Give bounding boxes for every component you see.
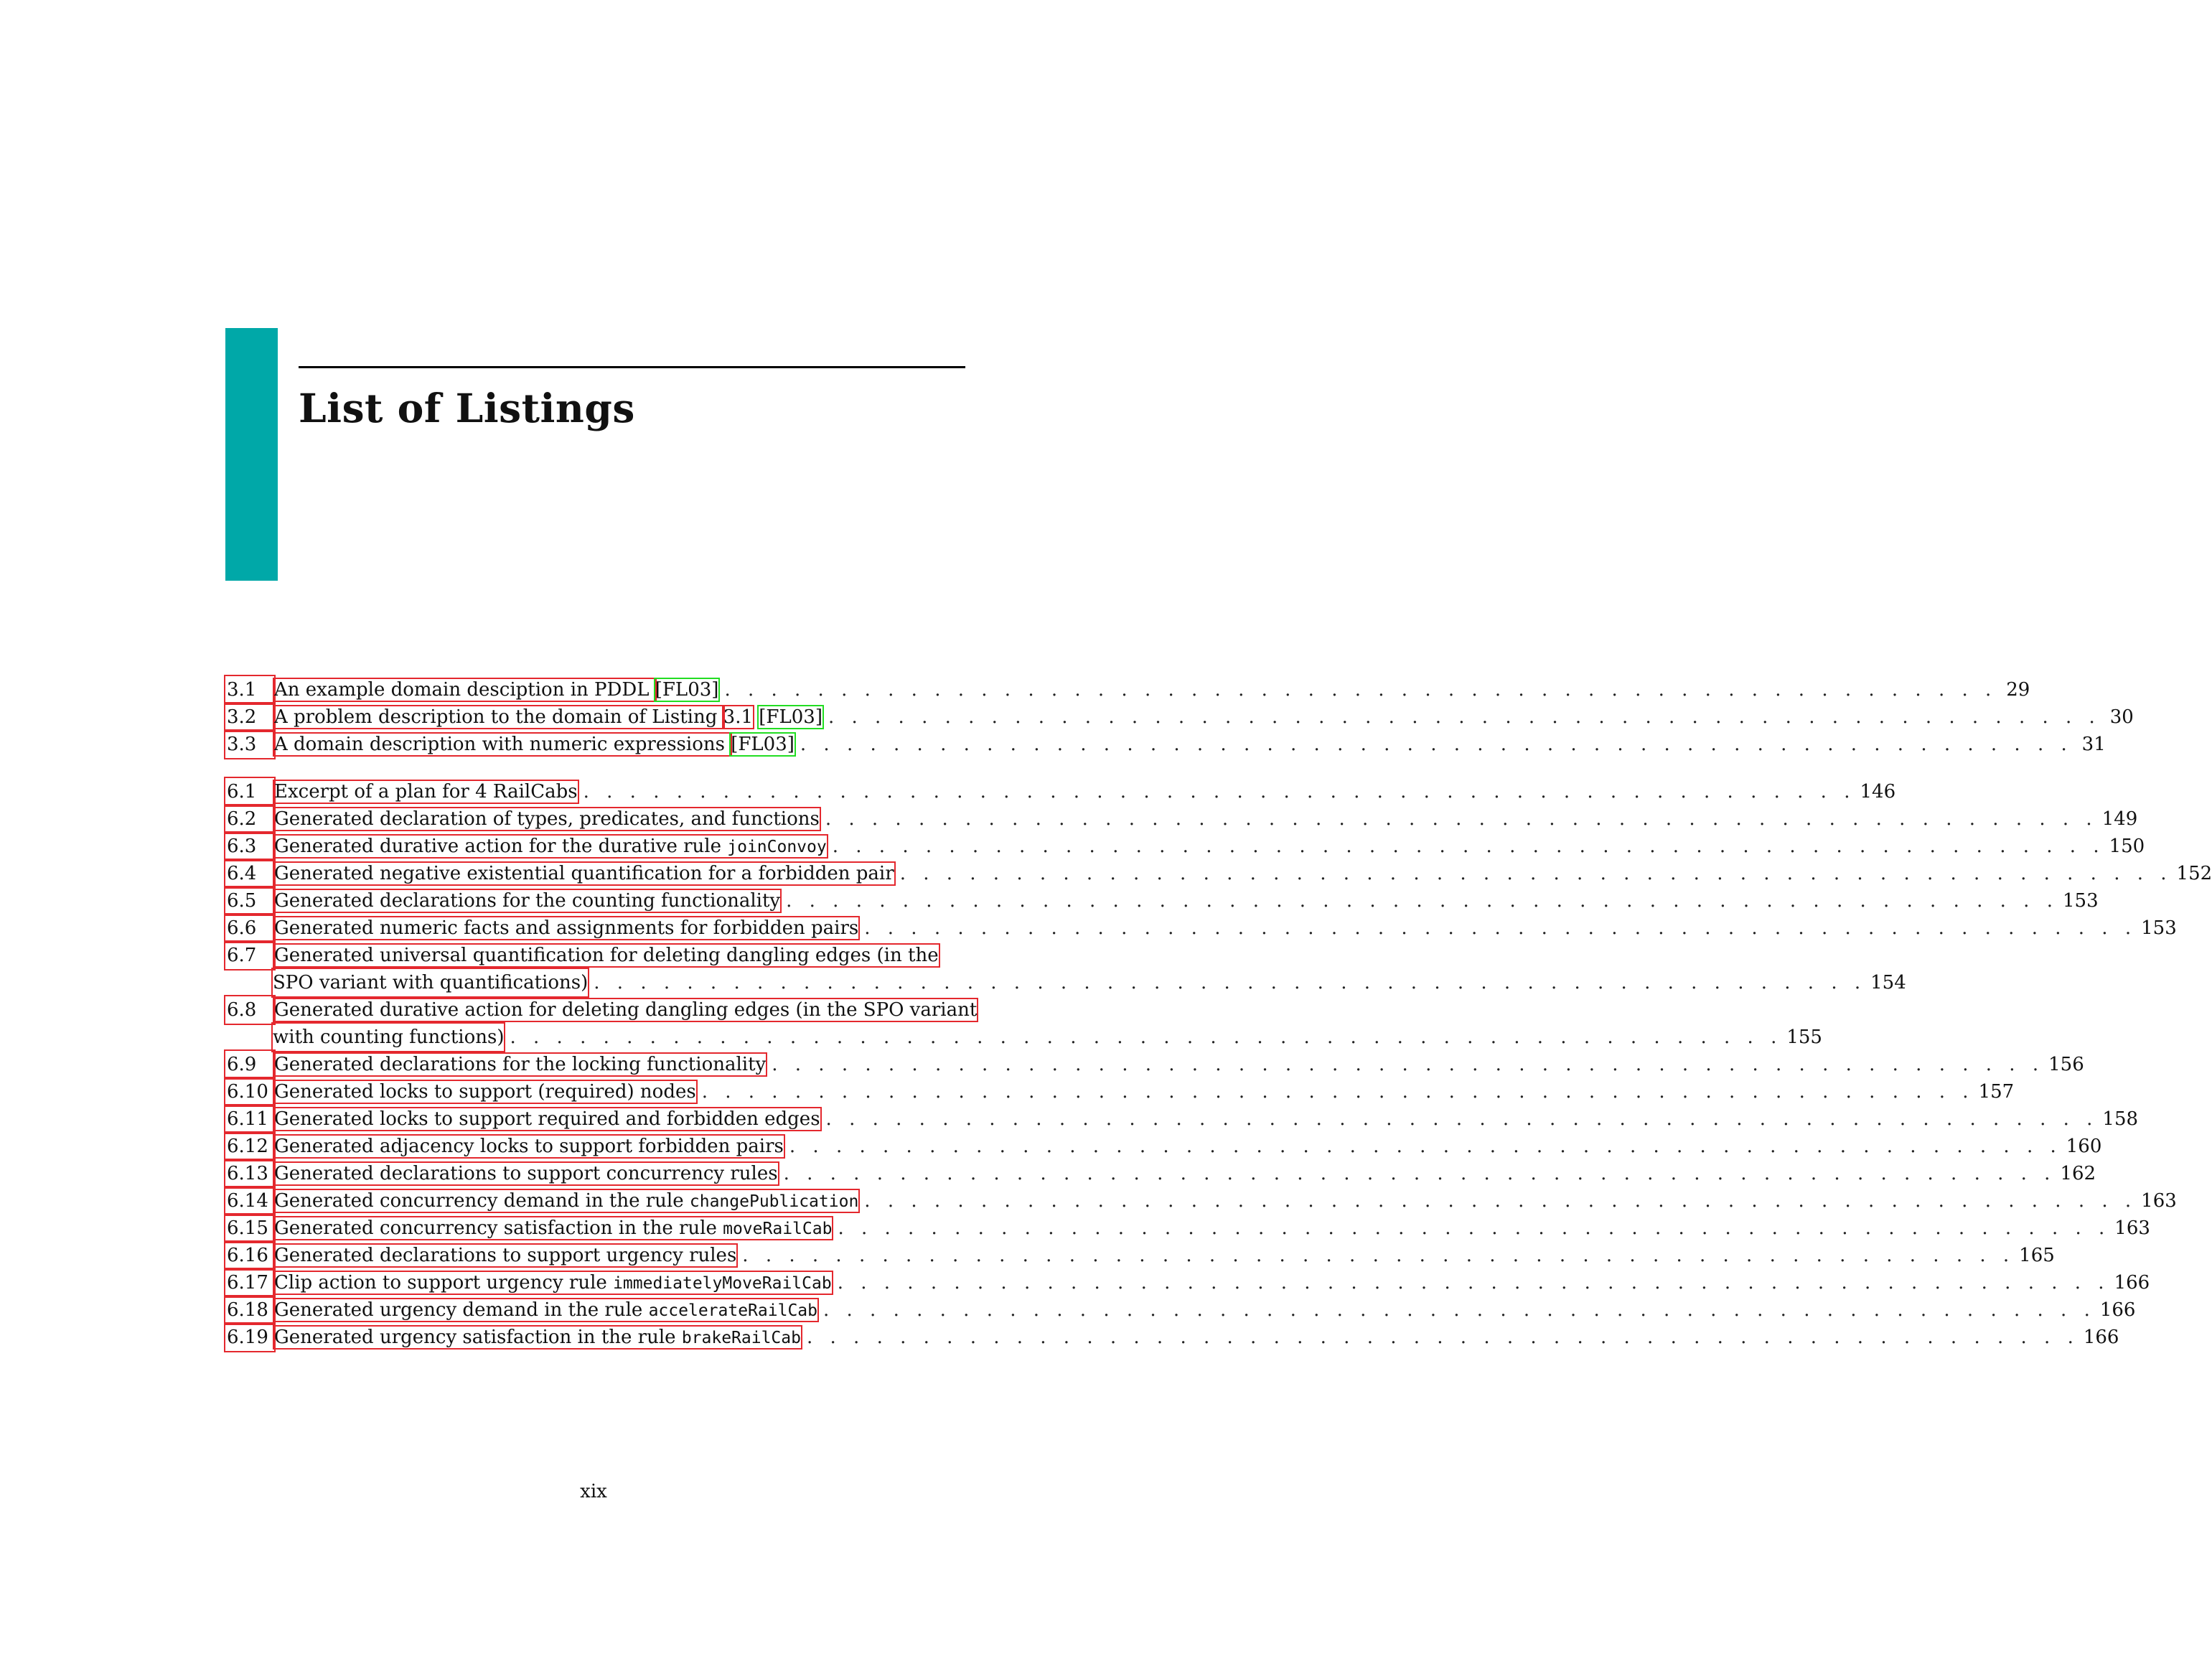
listing-entry[interactable]: [225, 1078, 2015, 1105]
listing-page-number: 31: [2081, 734, 2106, 755]
dot-leader: . . . . . . . . . . . . . . . . . . . . . . . . . . . . . . . . . . . . . . . . . . . . . . . . . . . . . . .: [832, 836, 2105, 857]
listing-row: [225, 887, 2099, 915]
listing-title[interactable]: Generated concurrency demand in the rule changePublication: [274, 1190, 859, 1212]
listing-entry[interactable]: [225, 1160, 2096, 1187]
listing-number[interactable]: 6.17: [225, 1269, 274, 1296]
listing-number[interactable]: 6.4: [225, 860, 274, 887]
listing-link[interactable]: [274, 915, 858, 942]
listing-cross-ref[interactable]: 3.1: [723, 706, 754, 728]
chapter-accent-bar: [225, 328, 278, 581]
listing-link[interactable]: [274, 1051, 766, 1078]
listing-link[interactable]: [274, 1133, 784, 1160]
dot-leader: . . . . . . . . . . . . . . . . . . . . . . . . . . . . . . . . . . . . . . . . . . . . . . . . . . . . . . .: [594, 972, 1867, 993]
listing-link[interactable]: [274, 996, 977, 1024]
listing-entry[interactable]: [225, 676, 2030, 703]
listing-page-number: 158: [2102, 1108, 2139, 1130]
listing-entry[interactable]: [225, 942, 1906, 996]
listing-title[interactable]: Clip action to support urgency rule immediatelyMoveRailCab: [274, 1272, 832, 1294]
listing-code-name: immediatelyMoveRailCab: [613, 1274, 832, 1293]
listing-row: [225, 805, 2138, 833]
listing-page-number: 163: [2114, 1217, 2150, 1239]
listing-title[interactable]: Generated locks to support required and forbidden edges: [274, 1108, 820, 1130]
listing-number[interactable]: 6.7: [225, 942, 274, 969]
listing-row: [225, 1242, 2055, 1269]
listing-number[interactable]: 3.1: [225, 676, 274, 703]
listing-number[interactable]: 6.6: [225, 915, 274, 942]
listing-number[interactable]: 6.2: [225, 805, 274, 833]
listing-title-continued[interactable]: SPO variant with quantifications): [273, 969, 588, 996]
dot-leader: . . . . . . . . . . . . . . . . . . . . . . . . . . . . . . . . . . . . . . . . . . . . . . . . . . . . . . .: [583, 781, 1856, 803]
dot-leader: . . . . . . . . . . . . . . . . . . . . . . . . . . . . . . . . . . . . . . . . . . . . . . . . . . . . . . .: [786, 890, 2058, 912]
listing-page-number: 160: [2066, 1136, 2102, 1157]
listing-row: [225, 676, 2030, 703]
listing-row-continued: [225, 969, 1906, 996]
listing-row: [225, 1187, 2177, 1215]
listing-number[interactable]: 6.14: [225, 1187, 274, 1215]
listing-page-number: 166: [2114, 1272, 2150, 1294]
listing-group: [225, 676, 2134, 758]
listing-entry[interactable]: [225, 1215, 2150, 1242]
listing-number[interactable]: 6.11: [225, 1105, 274, 1133]
listing-page-number: 150: [2109, 836, 2145, 857]
page-number: xix: [580, 1481, 607, 1502]
dot-leader: . . . . . . . . . . . . . . . . . . . . . . . . . . . . . . . . . . . . . . . . . . . . . . . . . . . . . . .: [864, 917, 2137, 939]
listing-number[interactable]: 6.13: [225, 1160, 274, 1187]
listing-number[interactable]: 6.8: [225, 996, 274, 1024]
listing-entry[interactable]: [225, 805, 2138, 833]
listing-entry[interactable]: [225, 1187, 2177, 1215]
listing-number[interactable]: 6.9: [225, 1051, 274, 1078]
listing-link[interactable]: [274, 1296, 817, 1324]
listing-title[interactable]: Generated numeric facts and assignments for forbidden pairs: [274, 917, 859, 939]
listing-title[interactable]: Generated negative existential quantification for a forbidden pair: [274, 863, 894, 884]
listing-row: [225, 778, 1896, 805]
dot-leader: . . . . . . . . . . . . . . . . . . . . . . . . . . . . . . . . . . . . . . . . . . . . . . . . . . . . . . .: [864, 1190, 2137, 1212]
listing-page-number: 146: [1860, 781, 1896, 803]
listing-page-number: 153: [2062, 890, 2099, 912]
listing-page-number: 156: [2048, 1054, 2084, 1075]
listing-link[interactable]: [274, 833, 827, 861]
listing-number[interactable]: 3.2: [225, 703, 274, 731]
listing-row: [225, 703, 2134, 731]
listing-title[interactable]: Generated declaration of types, predicates, and functions: [274, 808, 820, 830]
dot-leader: . . . . . . . . . . . . . . . . . . . . . . . . . . . . . . . . . . . . . . . . . . . . . . . . . . . . . . .: [510, 1026, 1783, 1048]
listing-entry[interactable]: [225, 1269, 2150, 1296]
dot-leader: . . . . . . . . . . . . . . . . . . . . . . . . . . . . . . . . . . . . . . . . . . . . . . . . . . . . . . .: [837, 1272, 2110, 1294]
dot-leader: . . . . . . . . . . . . . . . . . . . . . . . . . . . . . . . . . . . . . . . . . . . . . . . . . . . . . . .: [825, 808, 2098, 830]
listing-link[interactable]: [274, 1215, 832, 1243]
listing-title[interactable]: Generated concurrency satisfaction in the rule moveRailCab: [274, 1217, 833, 1239]
dot-leader: . . . . . . . . . . . . . . . . . . . . . . . . . . . . . . . . . . . . . . . . . . . . . . . . . . . . . . .: [701, 1081, 1974, 1103]
listing-title[interactable]: Generated declarations to support urgency rules: [274, 1245, 737, 1266]
dot-leader: . . . . . . . . . . . . . . . . . . . . . . . . . . . . . . . . . . . . . . . . . . . . . . . . . . . . . . .: [742, 1245, 2015, 1266]
listing-link[interactable]: [274, 860, 894, 887]
citation-link[interactable]: [FL03]: [655, 679, 719, 701]
listing-title[interactable]: Generated declarations for the locking functionality: [274, 1054, 767, 1075]
listing-row: [225, 1105, 2139, 1133]
listing-link[interactable]: [274, 1242, 736, 1269]
listing-entry[interactable]: [225, 1296, 2136, 1324]
listing-entry[interactable]: [225, 778, 1896, 805]
dot-leader: . . . . . . . . . . . . . . . . . . . . . . . . . . . . . . . . . . . . . . . . . . . . . . . . . . . . . . .: [838, 1217, 2111, 1239]
dot-leader: . . . . . . . . . . . . . . . . . . . . . . . . . . . . . . . . . . . . . . . . . . . . . . . . . . . . . . .: [825, 1108, 2099, 1130]
listing-number[interactable]: 3.3: [225, 731, 274, 758]
listing-row: [225, 833, 2145, 860]
listing-page-number: 29: [2006, 679, 2030, 701]
listing-entry[interactable]: [225, 833, 2145, 860]
listing-row: [225, 731, 2106, 758]
listing-row: [225, 860, 2212, 887]
listing-row: [225, 942, 966, 969]
listing-entry[interactable]: [225, 1324, 2119, 1351]
listing-title[interactable]: Generated universal quantification for deleting dangling edges (in the: [274, 945, 939, 966]
listing-entry[interactable]: [225, 996, 1822, 1051]
listing-number[interactable]: 6.3: [225, 833, 274, 860]
listing-row: [225, 1324, 2119, 1351]
listing-page-number: 154: [1870, 972, 1906, 993]
listing-page-number: 165: [2019, 1245, 2055, 1266]
listing-row: [225, 1078, 2015, 1105]
listing-row: [225, 915, 2177, 942]
listing-link[interactable]: [274, 703, 823, 731]
dot-leader: . . . . . . . . . . . . . . . . . . . . . . . . . . . . . . . . . . . . . . . . . . . . . . . . . . . . . . .: [789, 1136, 2062, 1157]
page-title: List of Listings: [299, 385, 635, 431]
listing-link[interactable]: [274, 1105, 820, 1133]
listing-row: [225, 1215, 2150, 1242]
listing-title[interactable]: Generated urgency satisfaction in the rule brakeRailCab: [274, 1327, 801, 1348]
listing-title[interactable]: Generated adjacency locks to support forbidden pairs: [274, 1136, 784, 1157]
listing-entry[interactable]: [225, 1242, 2055, 1269]
dot-leader: . . . . . . . . . . . . . . . . . . . . . . . . . . . . . . . . . . . . . . . . . . . . . . . . . . . . . . .: [772, 1054, 2045, 1075]
listing-title[interactable]: Excerpt of a plan for 4 RailCabs: [274, 781, 578, 803]
listing-row: [225, 1296, 2136, 1324]
listing-title[interactable]: Generated locks to support (required) nodes: [274, 1081, 696, 1103]
listing-title[interactable]: A problem description to the domain of Listing: [274, 706, 723, 728]
listing-link[interactable]: [274, 805, 820, 833]
dot-leader: . . . . . . . . . . . . . . . . . . . . . . . . . . . . . . . . . . . . . . . . . . . . . . . . . . . . . . .: [783, 1163, 2056, 1184]
listing-number[interactable]: 6.15: [225, 1215, 274, 1242]
listing-title[interactable]: Generated urgency demand in the rule accelerateRailCab: [274, 1299, 817, 1321]
dot-leader: . . . . . . . . . . . . . . . . . . . . . . . . . . . . . . . . . . . . . . . . . . . . . . . . . . . . . . .: [724, 679, 1997, 701]
listings-table: [225, 676, 2212, 1351]
listing-number[interactable]: 6.10: [225, 1078, 274, 1105]
listing-group: [225, 778, 2212, 1351]
listing-link[interactable]: [274, 676, 718, 703]
listing-page-number: 149: [2101, 808, 2138, 830]
listing-link[interactable]: [274, 1078, 696, 1105]
listing-page-number: 166: [2083, 1327, 2119, 1348]
listing-title[interactable]: Generated durative action for the durative rule joinConvoy: [274, 836, 827, 857]
dot-leader: . . . . . . . . . . . . . . . . . . . . . . . . . . . . . . . . . . . . . . . . . . . . . . . . . . . . . . .: [823, 1299, 2096, 1321]
listing-code-name: brakeRailCab: [681, 1329, 801, 1347]
citation-link[interactable]: [FL03]: [731, 734, 795, 755]
listing-number[interactable]: 6.19: [225, 1324, 274, 1351]
listing-row: [225, 1160, 2096, 1187]
listing-row: [225, 1269, 2150, 1296]
listing-link[interactable]: [274, 1269, 832, 1297]
listing-page-number: 153: [2141, 917, 2177, 939]
listing-entry[interactable]: [225, 860, 2212, 887]
listing-code-name: accelerateRailCab: [648, 1301, 817, 1320]
listing-link[interactable]: [274, 942, 939, 969]
listing-page-number: 30: [2109, 706, 2134, 728]
listing-page-number: 157: [1978, 1081, 2015, 1103]
listing-number[interactable]: 6.16: [225, 1242, 274, 1269]
listing-page-number: 155: [1786, 1026, 1822, 1048]
listing-entry[interactable]: [225, 703, 2134, 731]
listing-number[interactable]: 6.1: [225, 778, 274, 805]
title-rule: [299, 366, 965, 368]
listing-entry[interactable]: [225, 915, 2177, 942]
listing-number[interactable]: 6.12: [225, 1133, 274, 1160]
listing-page-number: 152: [2176, 863, 2212, 884]
listing-link[interactable]: [274, 778, 578, 805]
listing-link[interactable]: [274, 887, 780, 915]
listing-entry[interactable]: [225, 1105, 2139, 1133]
listing-entry[interactable]: [225, 1051, 2084, 1078]
listing-title[interactable]: Generated declarations to support concurrency rules: [274, 1163, 778, 1184]
listing-code-name: moveRailCab: [723, 1220, 833, 1238]
listing-link[interactable]: [274, 731, 795, 758]
dot-leader: . . . . . . . . . . . . . . . . . . . . . . . . . . . . . . . . . . . . . . . . . . . . . . . . . . . . . . .: [899, 863, 2173, 884]
listing-row: [225, 1051, 2084, 1078]
dot-leader: . . . . . . . . . . . . . . . . . . . . . . . . . . . . . . . . . . . . . . . . . . . . . . . . . . . . . . .: [800, 734, 2073, 755]
listing-title[interactable]: Generated declarations for the counting functionality: [274, 890, 781, 912]
listing-page-number: 163: [2141, 1190, 2177, 1212]
listing-code-name: joinConvoy: [727, 838, 827, 856]
dot-leader: . . . . . . . . . . . . . . . . . . . . . . . . . . . . . . . . . . . . . . . . . . . . . . . . . . . . . . .: [828, 706, 2101, 728]
listing-entry[interactable]: [225, 731, 2106, 758]
listing-link[interactable]: [274, 1160, 778, 1187]
listing-number[interactable]: 6.18: [225, 1296, 274, 1324]
listing-title[interactable]: Generated durative action for deleting dangling edges (in the SPO variant: [274, 999, 978, 1021]
dot-leader: . . . . . . . . . . . . . . . . . . . . . . . . . . . . . . . . . . . . . . . . . . . . . . . . . . . . . . .: [806, 1327, 2079, 1348]
listing-row: [225, 1133, 2102, 1160]
listing-row: [225, 996, 978, 1024]
listing-title[interactable]: A domain description with numeric expressions: [274, 734, 731, 755]
listing-title[interactable]: An example domain desciption in PDDL: [274, 679, 655, 701]
listing-row-continued: [225, 1024, 1822, 1051]
listing-entry[interactable]: [225, 1133, 2102, 1160]
listing-title-continued[interactable]: with counting functions): [273, 1024, 504, 1051]
listing-link[interactable]: [274, 1187, 858, 1215]
listing-page-number: 166: [2099, 1299, 2136, 1321]
listing-page-number: 162: [2060, 1163, 2096, 1184]
citation-link[interactable]: [FL03]: [759, 706, 823, 728]
listing-entry[interactable]: [225, 887, 2099, 915]
listing-link[interactable]: [274, 1324, 801, 1352]
listing-code-name: changePublication: [689, 1192, 859, 1211]
listing-number[interactable]: 6.5: [225, 887, 274, 915]
